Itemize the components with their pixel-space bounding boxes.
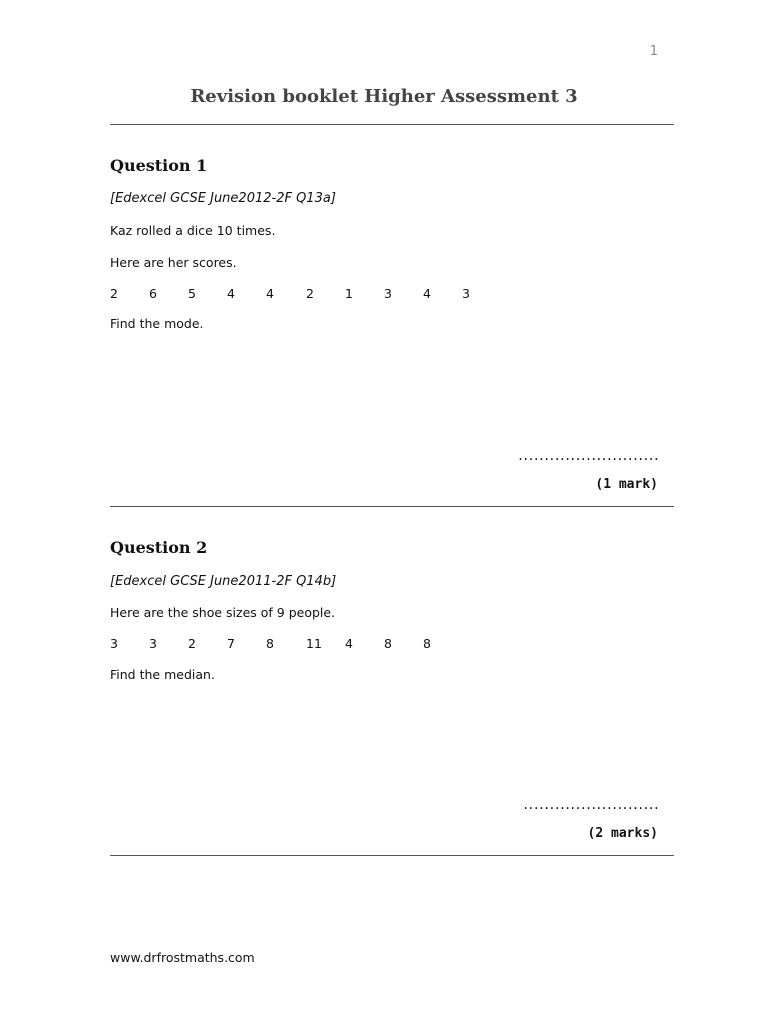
question-2-answer-line: .......................... bbox=[522, 798, 658, 812]
question-1-marks: (1 mark) bbox=[595, 477, 658, 492]
question-2-line-1: Here are the shoe sizes of 9 people. bbox=[110, 605, 336, 620]
question-1-value: 6 bbox=[149, 286, 157, 301]
question-2-value: 4 bbox=[345, 636, 353, 651]
question-2-source: [Edexcel GCSE June2011-2F Q14b] bbox=[110, 574, 337, 589]
question-1-divider bbox=[110, 506, 674, 507]
question-1-heading: Question 1 bbox=[110, 156, 208, 175]
question-1-value: 4 bbox=[266, 286, 274, 301]
question-1-source: [Edexcel GCSE June2012-2F Q13a] bbox=[110, 191, 336, 206]
question-2-value: 11 bbox=[306, 636, 322, 651]
question-1-answer-line: ........................... bbox=[516, 449, 658, 463]
question-2-prompt: Find the median. bbox=[110, 667, 215, 682]
question-2-heading: Question 2 bbox=[110, 538, 208, 557]
question-2-value: 3 bbox=[110, 636, 118, 651]
question-2-value: 8 bbox=[266, 636, 274, 651]
question-2-value: 2 bbox=[188, 636, 196, 651]
question-2-marks: (2 marks) bbox=[587, 826, 658, 841]
question-1-value: 1 bbox=[345, 286, 353, 301]
question-1-prompt: Find the mode. bbox=[110, 316, 204, 331]
page-number: 1 bbox=[649, 44, 658, 59]
question-1-value: 2 bbox=[306, 286, 314, 301]
page-title: Revision booklet Higher Assessment 3 bbox=[190, 86, 578, 107]
question-1-line-1: Kaz rolled a dice 10 times. bbox=[110, 223, 276, 238]
question-2-value: 8 bbox=[423, 636, 431, 651]
question-1-value: 3 bbox=[384, 286, 392, 301]
title-divider bbox=[110, 124, 674, 125]
question-1-line-2: Here are her scores. bbox=[110, 255, 237, 270]
question-2-value: 7 bbox=[227, 636, 235, 651]
question-2-value: 8 bbox=[384, 636, 392, 651]
footer-website: www.drfrostmaths.com bbox=[110, 950, 255, 965]
question-2-divider bbox=[110, 855, 674, 856]
question-1-value: 5 bbox=[188, 286, 196, 301]
question-1-value: 2 bbox=[110, 286, 118, 301]
question-1-value: 3 bbox=[462, 286, 470, 301]
question-1-value: 4 bbox=[227, 286, 235, 301]
question-1-value: 4 bbox=[423, 286, 431, 301]
question-2-value: 3 bbox=[149, 636, 157, 651]
